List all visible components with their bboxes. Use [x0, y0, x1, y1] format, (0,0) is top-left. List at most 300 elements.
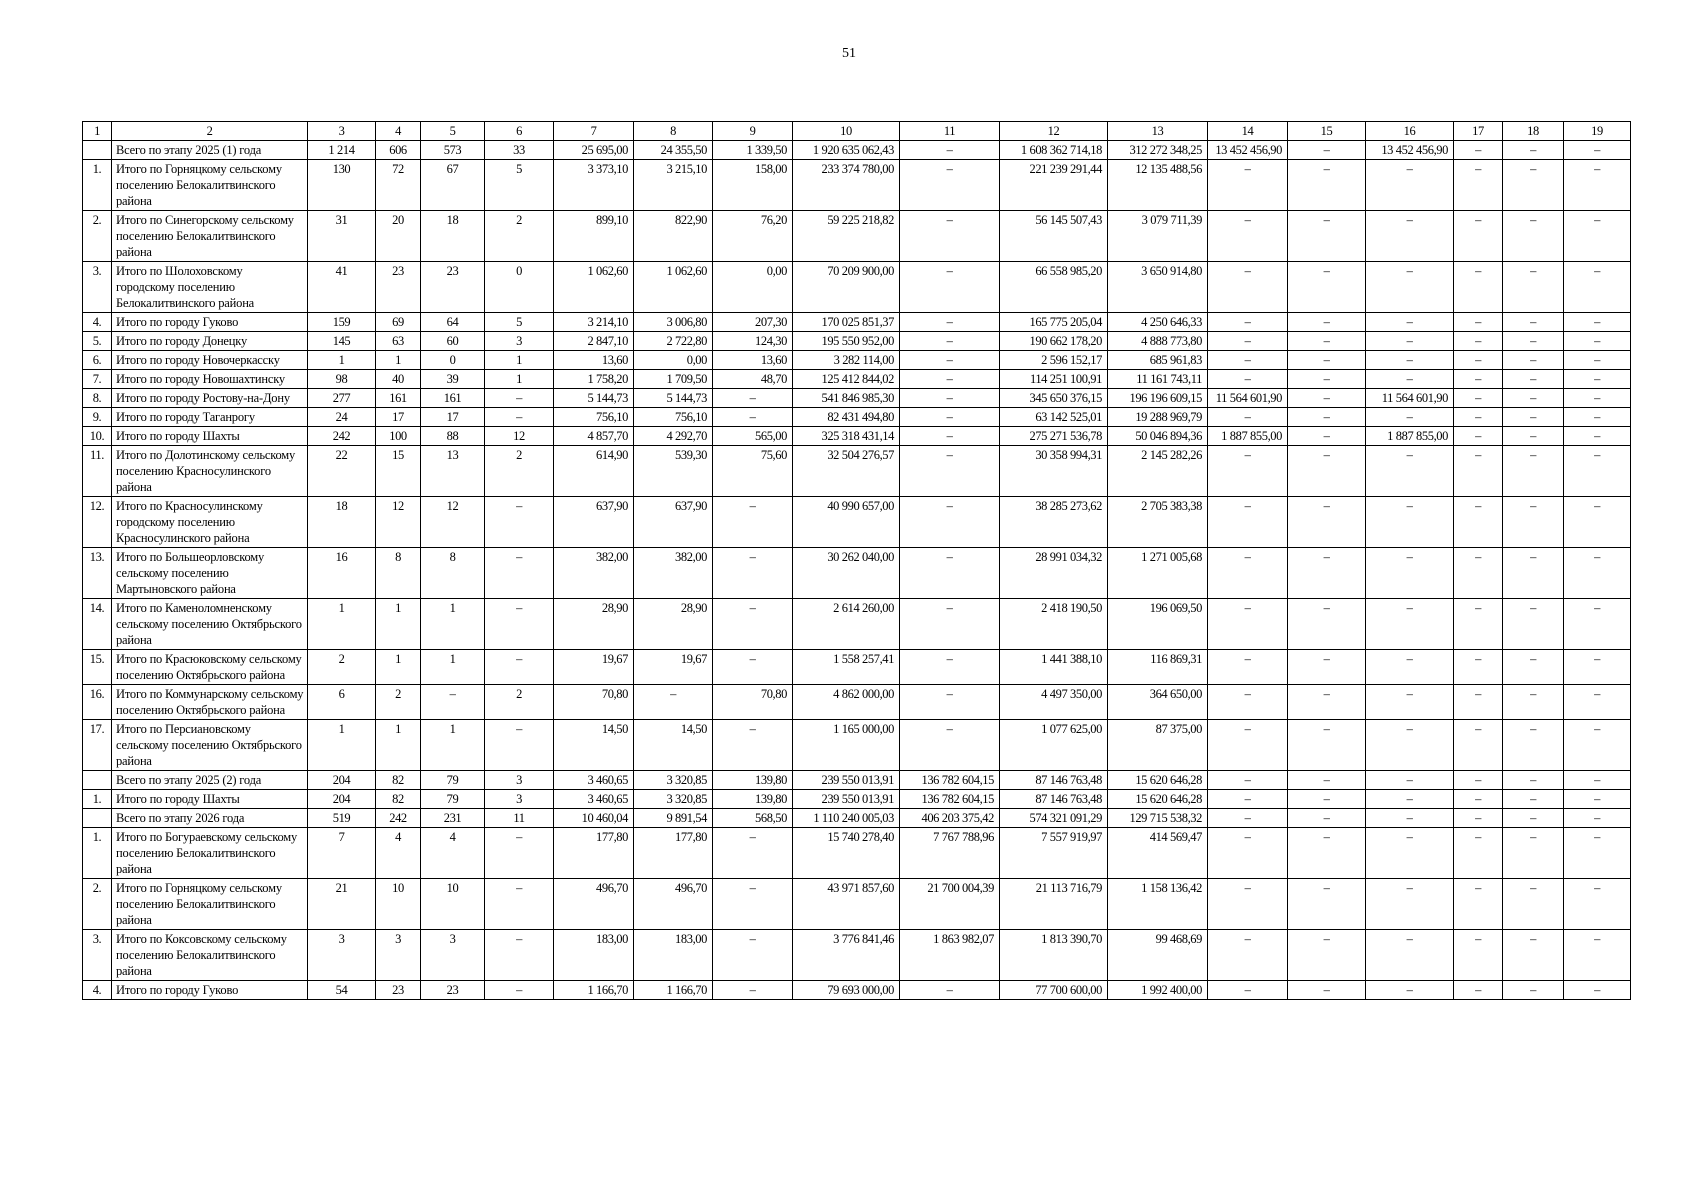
table-cell: –: [634, 685, 713, 720]
table-cell: 196 069,50: [1108, 599, 1208, 650]
table-cell: –: [1366, 930, 1454, 981]
column-number: 15: [1288, 122, 1366, 141]
table-cell: –: [900, 650, 1000, 685]
table-cell: –: [1366, 446, 1454, 497]
table-cell: 15 620 646,28: [1108, 790, 1208, 809]
row-name: Итого по Горняцкому сельскому поселению Белокалитвинского района: [112, 879, 308, 930]
table-cell: 3: [485, 771, 554, 790]
table-cell: 4: [421, 828, 485, 879]
table-cell: 1 062,60: [634, 262, 713, 313]
column-number: 13: [1108, 122, 1208, 141]
row-index: [83, 809, 112, 828]
table-cell: 165 775 205,04: [1000, 313, 1108, 332]
table-cell: –: [485, 650, 554, 685]
table-cell: –: [485, 599, 554, 650]
table-cell: 364 650,00: [1108, 685, 1208, 720]
table-cell: 82 431 494,80: [793, 408, 900, 427]
table-cell: 496,70: [634, 879, 713, 930]
table-cell: 345 650 376,15: [1000, 389, 1108, 408]
table-cell: 1: [376, 351, 421, 370]
table-cell: 139,80: [713, 771, 793, 790]
table-cell: 32 504 276,57: [793, 446, 900, 497]
table-cell: –: [1366, 497, 1454, 548]
table-cell: 275 271 536,78: [1000, 427, 1108, 446]
row-name: Итого по городу Шахты: [112, 427, 308, 446]
row-index: [83, 771, 112, 790]
table-cell: –: [1454, 828, 1503, 879]
table-cell: –: [713, 981, 793, 1000]
table-cell: –: [900, 351, 1000, 370]
table-cell: 24 355,50: [634, 141, 713, 160]
column-number: 18: [1503, 122, 1564, 141]
row-index: 3.: [83, 262, 112, 313]
table-cell: –: [1208, 497, 1288, 548]
table-cell: –: [1288, 408, 1366, 427]
table-cell: –: [485, 548, 554, 599]
table-cell: 1 863 982,07: [900, 930, 1000, 981]
table-cell: –: [900, 720, 1000, 771]
table-cell: –: [1454, 790, 1503, 809]
table-cell: –: [1366, 313, 1454, 332]
table-cell: –: [1503, 446, 1564, 497]
table-cell: –: [1503, 720, 1564, 771]
table-cell: 1 758,20: [554, 370, 634, 389]
table-cell: 7 767 788,96: [900, 828, 1000, 879]
table-cell: 124,30: [713, 332, 793, 351]
table-cell: –: [1564, 446, 1631, 497]
table-cell: 79 693 000,00: [793, 981, 900, 1000]
table-row: [83, 548, 1631, 599]
table-cell: –: [1564, 650, 1631, 685]
row-name: Итого по городу Гуково: [112, 313, 308, 332]
table-cell: –: [900, 262, 1000, 313]
table-cell: –: [1564, 828, 1631, 879]
table-cell: –: [1454, 685, 1503, 720]
column-number: 10: [793, 122, 900, 141]
row-index: 2.: [83, 879, 112, 930]
table-cell: 28 991 034,32: [1000, 548, 1108, 599]
column-number: 8: [634, 122, 713, 141]
table-row: [83, 981, 1631, 1000]
table-cell: 899,10: [554, 211, 634, 262]
table-cell: 3 079 711,39: [1108, 211, 1208, 262]
row-index: [83, 141, 112, 160]
table-cell: –: [1454, 446, 1503, 497]
table-cell: 72: [376, 160, 421, 211]
table-cell: 79: [421, 771, 485, 790]
table-cell: 3: [421, 930, 485, 981]
table-cell: 1: [376, 720, 421, 771]
table-row: [83, 141, 1631, 160]
table-cell: –: [1454, 389, 1503, 408]
table-cell: 23: [421, 981, 485, 1000]
table-cell: 239 550 013,91: [793, 790, 900, 809]
table-cell: 7: [308, 828, 376, 879]
table-cell: 1: [308, 599, 376, 650]
table-cell: 63 142 525,01: [1000, 408, 1108, 427]
column-number: 4: [376, 122, 421, 141]
table-cell: 2 596 152,17: [1000, 351, 1108, 370]
table-cell: –: [900, 427, 1000, 446]
table-cell: –: [1454, 262, 1503, 313]
table-cell: 20: [376, 211, 421, 262]
row-name: Итого по Синегорскому сельскому поселению Белокалитвинского района: [112, 211, 308, 262]
table-row: [83, 262, 1631, 313]
table-cell: 63: [376, 332, 421, 351]
table-cell: 19 288 969,79: [1108, 408, 1208, 427]
table-cell: –: [1288, 879, 1366, 930]
table-cell: 1: [421, 720, 485, 771]
table-row: [83, 930, 1631, 981]
table-cell: –: [1208, 160, 1288, 211]
table-cell: 4 250 646,33: [1108, 313, 1208, 332]
table-cell: 48,70: [713, 370, 793, 389]
table-cell: 1 887 855,00: [1208, 427, 1288, 446]
table-cell: 87 146 763,48: [1000, 790, 1108, 809]
table-cell: –: [1288, 771, 1366, 790]
table-row: [83, 809, 1631, 828]
table-cell: –: [1454, 599, 1503, 650]
table-cell: –: [1503, 408, 1564, 427]
table-cell: 2 418 190,50: [1000, 599, 1108, 650]
table-cell: –: [1208, 720, 1288, 771]
table-cell: 233 374 780,00: [793, 160, 900, 211]
table-row: [83, 790, 1631, 809]
table-cell: 2 145 282,26: [1108, 446, 1208, 497]
table-row: [83, 650, 1631, 685]
table-cell: 28,90: [554, 599, 634, 650]
column-number: 19: [1564, 122, 1631, 141]
table-cell: 6: [308, 685, 376, 720]
table-cell: –: [1454, 351, 1503, 370]
table-cell: –: [1564, 389, 1631, 408]
table-cell: 21: [308, 879, 376, 930]
table-cell: 1 165 000,00: [793, 720, 900, 771]
table-cell: –: [1564, 879, 1631, 930]
table-cell: 50 046 894,36: [1108, 427, 1208, 446]
table-cell: 30 358 994,31: [1000, 446, 1108, 497]
table-cell: –: [900, 370, 1000, 389]
table-cell: –: [1208, 981, 1288, 1000]
table-cell: 100: [376, 427, 421, 446]
table-cell: 23: [376, 262, 421, 313]
table-cell: –: [1454, 332, 1503, 351]
table-cell: –: [900, 446, 1000, 497]
table-cell: 130: [308, 160, 376, 211]
row-index: 5.: [83, 332, 112, 351]
table-cell: –: [1503, 427, 1564, 446]
table-cell: –: [1454, 211, 1503, 262]
row-index: 16.: [83, 685, 112, 720]
table-cell: 1: [421, 650, 485, 685]
table-cell: –: [900, 389, 1000, 408]
table-cell: –: [1454, 160, 1503, 211]
table-cell: 1 166,70: [634, 981, 713, 1000]
table-cell: –: [713, 389, 793, 408]
table-cell: 14,50: [634, 720, 713, 771]
table-cell: 87 146 763,48: [1000, 771, 1108, 790]
table-cell: –: [1564, 497, 1631, 548]
table-cell: –: [1288, 370, 1366, 389]
table-cell: –: [1503, 599, 1564, 650]
table-cell: –: [1288, 650, 1366, 685]
table-cell: –: [485, 720, 554, 771]
table-row: [83, 211, 1631, 262]
table-cell: 64: [421, 313, 485, 332]
table-cell: 1 608 362 714,18: [1000, 141, 1108, 160]
row-name: Итого по городу Донецку: [112, 332, 308, 351]
table-cell: –: [1288, 211, 1366, 262]
table-cell: 756,10: [554, 408, 634, 427]
table-cell: –: [1366, 650, 1454, 685]
table-cell: –: [1564, 141, 1631, 160]
table-cell: –: [1288, 930, 1366, 981]
table-row: [83, 160, 1631, 211]
table-cell: 41: [308, 262, 376, 313]
table-cell: –: [1366, 790, 1454, 809]
table-cell: 574 321 091,29: [1000, 809, 1108, 828]
table-cell: –: [713, 548, 793, 599]
table-cell: –: [1366, 211, 1454, 262]
table-row: [83, 427, 1631, 446]
table-cell: 382,00: [554, 548, 634, 599]
table-cell: –: [900, 497, 1000, 548]
table-cell: –: [1454, 879, 1503, 930]
table-cell: –: [1366, 351, 1454, 370]
row-index: 11.: [83, 446, 112, 497]
row-name: Итого по Шолоховскому городскому поселению Белокалитвинского района: [112, 262, 308, 313]
table-cell: –: [1564, 408, 1631, 427]
table-cell: 183,00: [634, 930, 713, 981]
table-cell: 496,70: [554, 879, 634, 930]
table-cell: 1: [421, 599, 485, 650]
table-cell: 207,30: [713, 313, 793, 332]
table-cell: 16: [308, 548, 376, 599]
table-cell: 4 497 350,00: [1000, 685, 1108, 720]
table-cell: 1: [308, 351, 376, 370]
table-cell: –: [900, 981, 1000, 1000]
table-cell: 3: [308, 930, 376, 981]
table-cell: –: [1503, 262, 1564, 313]
table-cell: 177,80: [554, 828, 634, 879]
table-cell: –: [900, 313, 1000, 332]
row-index: 12.: [83, 497, 112, 548]
table-cell: 822,90: [634, 211, 713, 262]
table-cell: 756,10: [634, 408, 713, 427]
table-cell: 13 452 456,90: [1366, 141, 1454, 160]
column-number: 1: [83, 122, 112, 141]
row-name: Итого по Долотинскому сельскому поселению Красносулинского района: [112, 446, 308, 497]
column-number: 6: [485, 122, 554, 141]
table-cell: 3 650 914,80: [1108, 262, 1208, 313]
row-name: Итого по Большеорловскому сельскому поселению Мартыновского района: [112, 548, 308, 599]
table-cell: 145: [308, 332, 376, 351]
table-cell: –: [1564, 790, 1631, 809]
table-cell: –: [713, 650, 793, 685]
table-cell: –: [900, 332, 1000, 351]
table-cell: 312 272 348,25: [1108, 141, 1208, 160]
table-cell: 239 550 013,91: [793, 771, 900, 790]
table-cell: 88: [421, 427, 485, 446]
table-cell: 18: [308, 497, 376, 548]
table-cell: 67: [421, 160, 485, 211]
table-cell: 2: [308, 650, 376, 685]
table-cell: 1 158 136,42: [1108, 879, 1208, 930]
column-number: 16: [1366, 122, 1454, 141]
table-cell: 3 214,10: [554, 313, 634, 332]
column-number: 9: [713, 122, 793, 141]
row-name: Всего по этапу 2026 года: [112, 809, 308, 828]
table-cell: 25 695,00: [554, 141, 634, 160]
table-cell: –: [900, 408, 1000, 427]
table-cell: –: [1454, 497, 1503, 548]
table-cell: 4 888 773,80: [1108, 332, 1208, 351]
table-cell: 70 209 900,00: [793, 262, 900, 313]
table-cell: –: [1208, 771, 1288, 790]
table-cell: –: [1288, 809, 1366, 828]
table-cell: 10: [421, 879, 485, 930]
table-cell: –: [1454, 809, 1503, 828]
table-cell: 1 813 390,70: [1000, 930, 1108, 981]
table-cell: –: [900, 141, 1000, 160]
table-cell: 8: [421, 548, 485, 599]
table-cell: –: [1454, 650, 1503, 685]
table-cell: –: [1454, 981, 1503, 1000]
table-cell: –: [485, 828, 554, 879]
table-cell: 19,67: [634, 650, 713, 685]
table-cell: –: [1503, 930, 1564, 981]
table-cell: 70,80: [713, 685, 793, 720]
table-cell: 3 006,80: [634, 313, 713, 332]
table-cell: 14,50: [554, 720, 634, 771]
table-cell: –: [1503, 332, 1564, 351]
row-name: Итого по городу Новошахтинску: [112, 370, 308, 389]
table-row: [83, 370, 1631, 389]
table-row: [83, 497, 1631, 548]
table-cell: 277: [308, 389, 376, 408]
table-cell: 2 705 383,38: [1108, 497, 1208, 548]
table-cell: 2: [485, 446, 554, 497]
table-cell: –: [1208, 351, 1288, 370]
table-cell: –: [485, 981, 554, 1000]
table-cell: 77 700 600,00: [1000, 981, 1108, 1000]
table-cell: –: [1564, 427, 1631, 446]
table-cell: –: [1564, 981, 1631, 1000]
table-cell: –: [485, 930, 554, 981]
table-cell: 3 320,85: [634, 790, 713, 809]
table-cell: 99 468,69: [1108, 930, 1208, 981]
table-cell: 70,80: [554, 685, 634, 720]
table-cell: 17: [376, 408, 421, 427]
table-cell: –: [713, 930, 793, 981]
table-cell: 12: [485, 427, 554, 446]
table-cell: –: [1503, 828, 1564, 879]
table-cell: –: [1503, 771, 1564, 790]
table-cell: 1: [485, 351, 554, 370]
table-cell: –: [1208, 408, 1288, 427]
row-index: 8.: [83, 389, 112, 408]
table-cell: 4 292,70: [634, 427, 713, 446]
column-number: 7: [554, 122, 634, 141]
table-cell: 1 110 240 005,03: [793, 809, 900, 828]
table-row: [83, 332, 1631, 351]
table-cell: 11 564 601,90: [1366, 389, 1454, 408]
table-cell: –: [1288, 720, 1366, 771]
table-cell: 3 460,65: [554, 771, 634, 790]
column-number: 11: [900, 122, 1000, 141]
table-cell: –: [421, 685, 485, 720]
table-cell: 4 862 000,00: [793, 685, 900, 720]
table-cell: 21 700 004,39: [900, 879, 1000, 930]
table-cell: 1 920 635 062,43: [793, 141, 900, 160]
table-cell: –: [1503, 790, 1564, 809]
table-cell: 414 569,47: [1108, 828, 1208, 879]
table-cell: –: [1208, 685, 1288, 720]
row-index: 17.: [83, 720, 112, 771]
row-index: 14.: [83, 599, 112, 650]
table-cell: 79: [421, 790, 485, 809]
column-number: 5: [421, 122, 485, 141]
row-index: 6.: [83, 351, 112, 370]
table-cell: –: [1208, 790, 1288, 809]
table-cell: –: [1288, 981, 1366, 1000]
table-cell: –: [713, 879, 793, 930]
table-row: [83, 720, 1631, 771]
row-name: Итого по Богураевскому сельскому поселению Белокалитвинского района: [112, 828, 308, 879]
table-cell: 39: [421, 370, 485, 389]
table-cell: 2: [485, 685, 554, 720]
table-row: [83, 599, 1631, 650]
table-row: [83, 351, 1631, 370]
table-cell: 3 320,85: [634, 771, 713, 790]
table-cell: 136 782 604,15: [900, 771, 1000, 790]
table-cell: 325 318 431,14: [793, 427, 900, 446]
row-name: Итого по городу Таганрогу: [112, 408, 308, 427]
table-cell: 242: [308, 427, 376, 446]
table-cell: –: [1564, 262, 1631, 313]
table-cell: 568,50: [713, 809, 793, 828]
table-cell: –: [713, 408, 793, 427]
table-cell: –: [1454, 408, 1503, 427]
table-cell: –: [1503, 809, 1564, 828]
table-cell: –: [1288, 141, 1366, 160]
table-cell: 539,30: [634, 446, 713, 497]
table-cell: –: [485, 408, 554, 427]
table-cell: 19,67: [554, 650, 634, 685]
table-cell: 177,80: [634, 828, 713, 879]
table-cell: 10 460,04: [554, 809, 634, 828]
table-cell: –: [1564, 160, 1631, 211]
table-cell: –: [1503, 351, 1564, 370]
table-cell: –: [485, 497, 554, 548]
table-cell: 161: [376, 389, 421, 408]
table-cell: 114 251 100,91: [1000, 370, 1108, 389]
table-cell: –: [1208, 650, 1288, 685]
table-cell: –: [1564, 809, 1631, 828]
table-cell: –: [713, 599, 793, 650]
table-cell: 13: [421, 446, 485, 497]
table-cell: 606: [376, 141, 421, 160]
table-cell: –: [1454, 720, 1503, 771]
table-cell: 43 971 857,60: [793, 879, 900, 930]
table-cell: –: [1366, 408, 1454, 427]
table-cell: 12: [421, 497, 485, 548]
table-cell: 125 412 844,02: [793, 370, 900, 389]
table-cell: 59 225 218,82: [793, 211, 900, 262]
table-cell: 5: [485, 160, 554, 211]
row-index: 2.: [83, 211, 112, 262]
table-row: [83, 446, 1631, 497]
